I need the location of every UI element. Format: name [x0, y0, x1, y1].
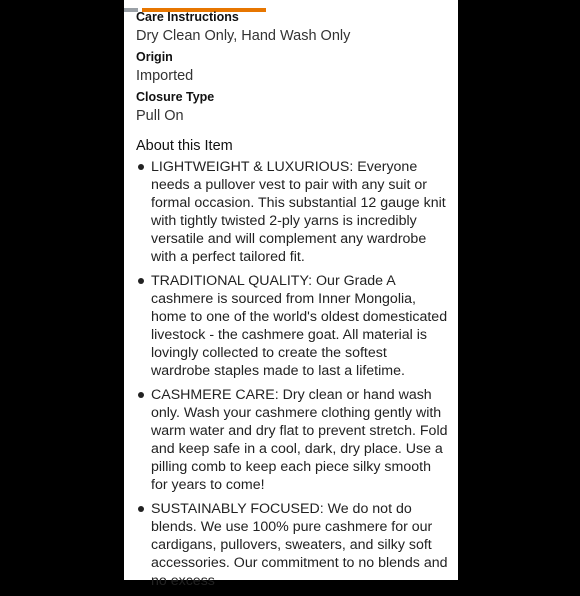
spec-label: Origin	[136, 50, 173, 64]
bullet-dot-icon	[138, 164, 144, 170]
spec-value: Dry Clean Only, Hand Wash Only	[136, 28, 351, 44]
spec-label: Closure Type	[136, 90, 215, 104]
bullet-dot-icon	[138, 392, 144, 398]
spec-care-instructions	[136, 10, 448, 45]
about-section-title: About this Item	[136, 138, 233, 154]
spec-value: Pull On	[136, 108, 184, 124]
about-bullet-text: TRADITIONAL QUALITY: Our Grade A cashmere is sourced from Inner Mongolia, home to one of the world's oldest domesticated livestock - the cashmere goat. All material is lovingly collected to create the softest wardrobe staples made to last a lifetime.	[151, 273, 448, 379]
spec-value: Imported	[136, 68, 194, 84]
spec-label: Care Instructions	[136, 10, 239, 24]
product-details-panel[interactable]	[124, 0, 458, 589]
bullet-dot-icon	[138, 278, 144, 284]
about-bullet-item	[136, 272, 448, 380]
about-bullet-list	[136, 158, 448, 590]
spec-origin	[136, 50, 448, 85]
about-bullet-item	[136, 386, 448, 494]
about-bullet-item	[136, 500, 448, 590]
bullet-dot-icon	[138, 506, 144, 512]
about-bullet-text: CASHMERE CARE: Dry clean or hand wash only. Wash your cashmere clothing gently with warm water and dry flat to prevent stretch. Fold and keep safe in a cool, dark, dry place. Use a pilling comb to keep each piece silky smooth for years to come!	[151, 387, 448, 493]
about-bullet-text: LIGHTWEIGHT & LUXURIOUS: Everyone needs a pullover vest to pair with any suit or formal occasion. This substantial 12 gauge knit with tightly twisted 2-ply yarns is incredibly versatile and will complement any wardrobe with a perfect tailored fit.	[151, 159, 446, 265]
about-bullet-item	[136, 158, 448, 266]
spec-closure-type	[136, 90, 448, 125]
about-bullet-text: SUSTAINABLY FOCUSED: We do not do blends. We use 100% pure cashmere for our cardigans, pullovers, sweaters, and silky soft accessories. Our commitment to no blends and no excess	[151, 501, 448, 589]
product-details-content	[136, 10, 448, 596]
